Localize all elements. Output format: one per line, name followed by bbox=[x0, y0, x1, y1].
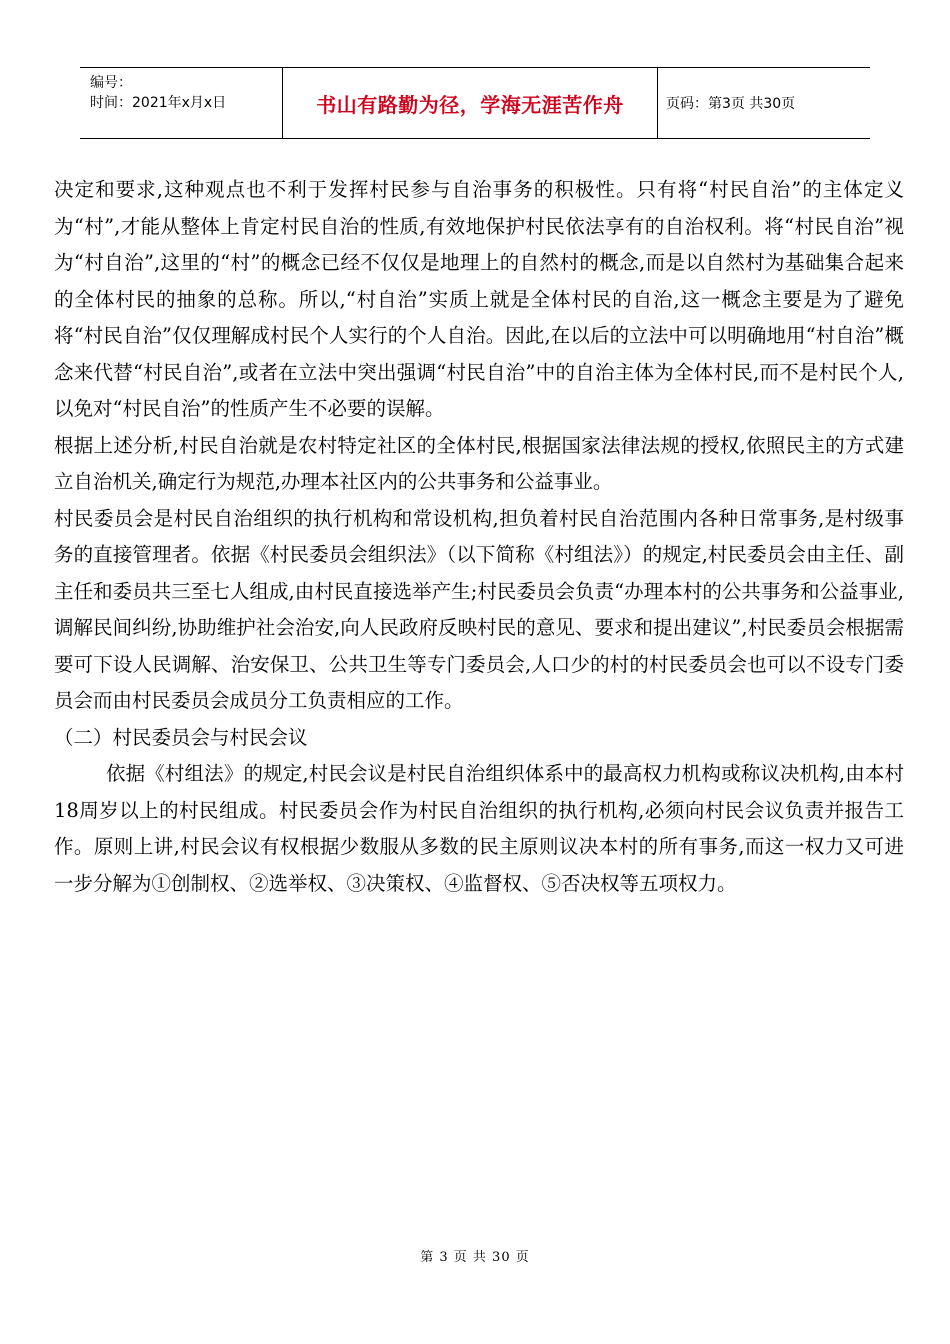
paragraph-3: 村民委员会是村民自治组织的执行机构和常设机构,担负着村民自治范围内各种日常事务,是村级事务的直接管理者。依据《村民委员会组织法》（以下简称《村组法》）的规定,村民委员会由主任、副主任和委员共三至七人组成,由村民直接选举产生;村民委员会负责“办理本村的公共事务和公益事业,调解民间纠纷,协助维护社会治安,向人民政府反映村民的意见、要求和提出建议”,村民委员会根据需要可下设人民调解、治安保卫、公共卫生等专门委员会,人口少的村的村民委员会也可以不设专门委员会而由村民委员会成员分工负责相应的工作。 bbox=[54, 506, 904, 712]
document-number: 编号： bbox=[90, 75, 132, 91]
page-footer: 第 3 页 共 30 页 bbox=[420, 1250, 530, 1265]
section-heading: （二）村民委员会与村民会议 bbox=[54, 725, 308, 749]
header-motto-cell bbox=[283, 68, 658, 138]
document-body bbox=[54, 172, 904, 902]
page-header bbox=[80, 67, 870, 139]
header-page-indicator: 页码：第3页 共30页 bbox=[666, 96, 796, 112]
paragraph-4: 依据《村组法》的规定,村民会议是村民自治组织体系中的最高权力机构或称议决机构,由本村18周岁以上的村民组成。村民委员会作为村民自治组织的执行机构,必须向村民会议负责并报告工作。原则上讲,村民会议有权根据少数服从多数的民主原则议决本村的所有事务,而这一权力又可进一步分解为①创制权、②选举权、③决策权、④监督权、⑤否决权等五项权力。 bbox=[54, 762, 904, 895]
paragraph-2: 根据上述分析,村民自治就是农村特定社区的全体村民,根据国家法律法规的授权,依照民主的方式建立自治机关,确定行为规范,办理本社区内的公共事务和公益事业。 bbox=[54, 433, 904, 493]
paragraph-1: 决定和要求,这种观点也不利于发挥村民参与自治事务的积极性。只有将“村民自治”的主体定义为“村”,才能从整体上肯定村民自治的性质,有效地保护村民依法享有的自治权利。将“村民自治”视为“村自治”,这里的“村”的概念已经不仅仅是地理上的自然村的概念,而是以自然村为基础集合起来的全体村民的抽象的总称。所以,“村自治”实质上就是全体村民的自治,这一概念主要是为了避免将“村民自治”仅仅理解成村民个人实行的个人自治。因此,在以后的立法中可以明确地用“村自治”概念来代替“村民自治”,或者在立法中突出强调“村民自治”中的自治主体为全体村民,而不是村民个人,以免对“村民自治”的性质产生不必要的误解。 bbox=[54, 178, 904, 420]
document-date: 时间：2021年x月x日 bbox=[90, 95, 227, 111]
header-motto: 书山有路勤为径，学海无涯苦作舟 bbox=[316, 92, 624, 117]
header-meta bbox=[80, 68, 283, 138]
